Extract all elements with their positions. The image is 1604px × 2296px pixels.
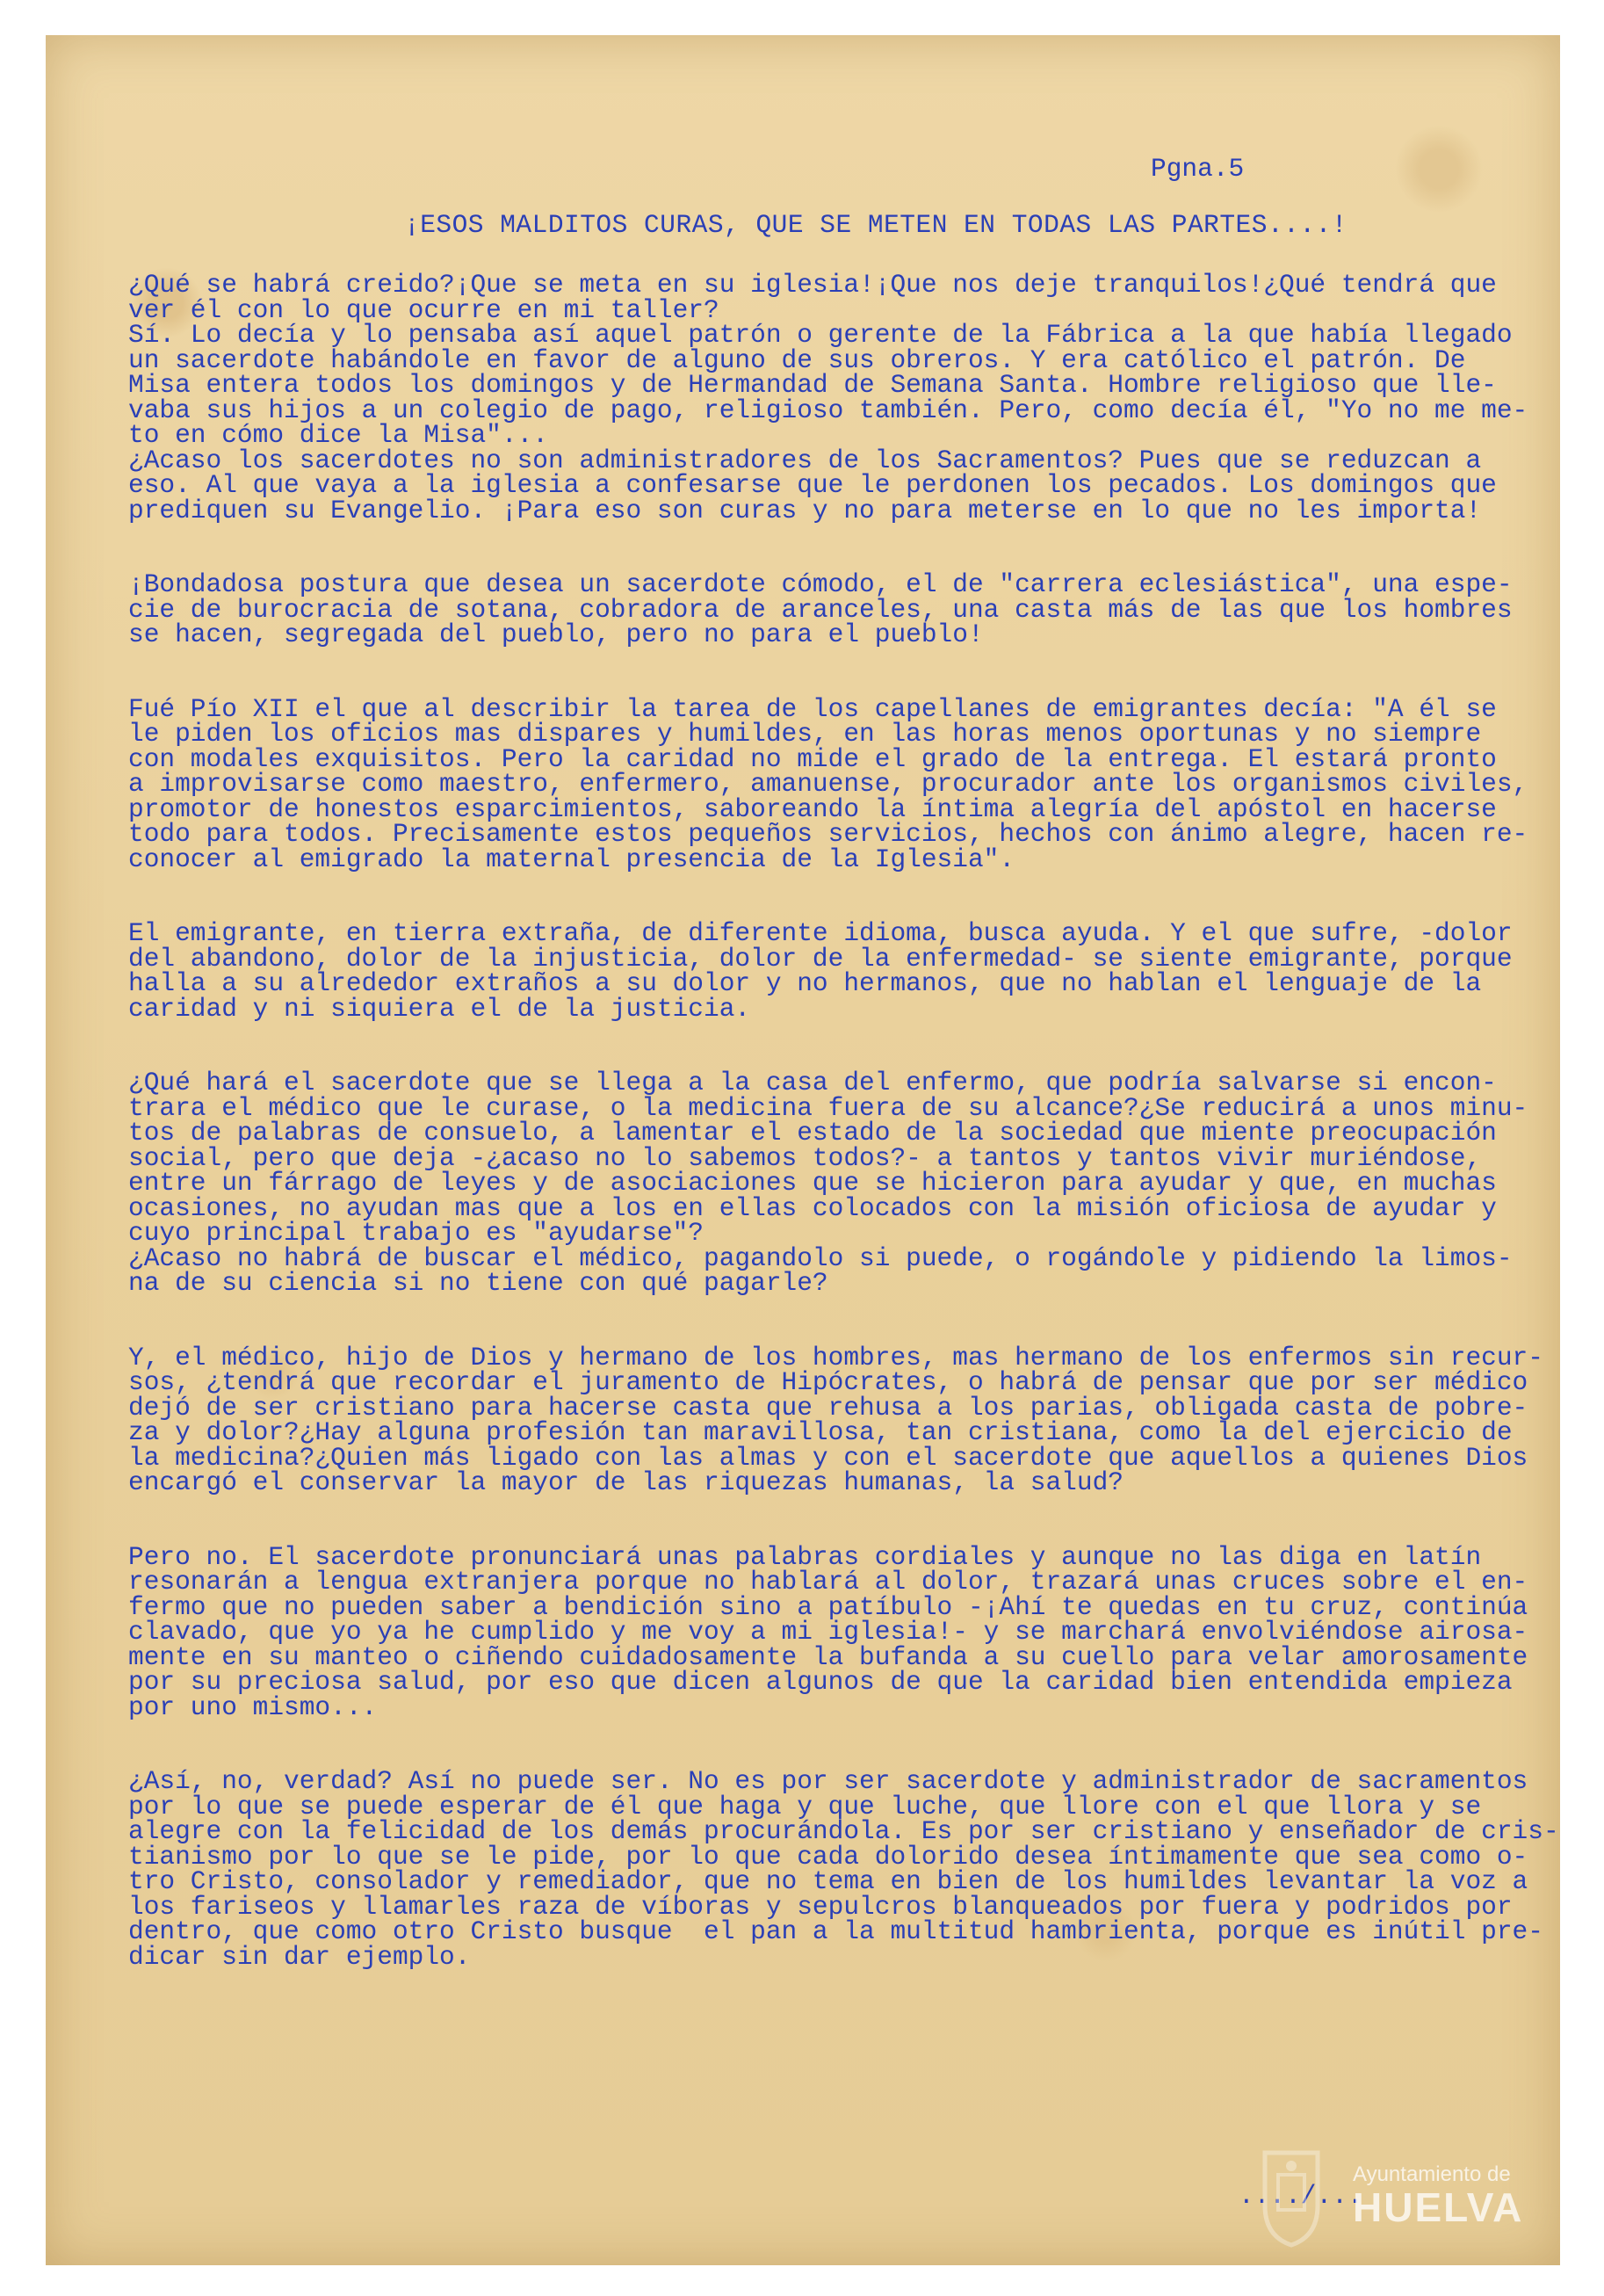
text-line: entre un fárrago de leyes y de asociaciones que se hicieron para ayudar y que, en muchas [128, 1168, 1497, 1198]
paragraph [128, 272, 1559, 523]
text-line: eso. Al que vaya a la iglesia a confesarse que le perdonen los pecados. Los domingos que [128, 470, 1497, 500]
text-line: por su preciosa salud, por eso que dicen algunos de que la caridad bien entendida empieza [128, 1667, 1513, 1697]
paragraph [128, 1541, 1559, 1722]
text-line: todo para todos. Precisamente estos pequeños servicios, hechos con ánimo alegre, hacen re- [128, 819, 1528, 849]
text-line: halla a su alrededor extraños a su dolor y no hermanos, que no hablan el lenguaje de la [128, 968, 1482, 998]
paragraph [128, 1766, 1559, 1972]
paragraph [128, 693, 1559, 874]
text-line: promotor de honestos esparcimientos, saboreando la íntima alegría del apóstol en hacerse [128, 793, 1497, 824]
text-line: por uno mismo... [128, 1691, 378, 1722]
text-line: los fariseos y llamarles raza de víboras y sepulcros blanqueados por fuera y podridos por [128, 1891, 1513, 1922]
text-line: ¿Así, no, verdad? Así no puede ser. No es por ser sacerdote y administrador de sacramentos [128, 1766, 1528, 1796]
text-line: Sí. Lo decía y lo pensaba así aquel patrón o gerente de la Fábrica a la que había llegado [128, 320, 1513, 350]
continuation-mark: ..../... [1239, 2181, 1363, 2211]
text-line: se hacen, segregada del pueblo, pero no para el pueblo! [128, 619, 984, 649]
text-line: tos de palabras de consuelo, a lamentar el estado de la sociedad que miente preocupación [128, 1118, 1497, 1148]
text-line: cie de burocracia de sotana, cobradora de aranceles, una casta más de las que los hombres [128, 594, 1513, 625]
text-line: ¿Acaso no habrá de buscar el médico, pagandolo si puede, o rogándole y pidiendo la limos- [128, 1242, 1513, 1273]
text-line: to en cómo dice la Misa"... [128, 420, 548, 450]
text-line: encargó el conservar la mayor de las riquezas humanas, la salud? [128, 1467, 1124, 1497]
watermark-line1: Ayuntamiento de [1353, 2162, 1511, 2186]
page-number: Pgna.5 [1151, 154, 1245, 184]
text-line: ¿Qué hará el sacerdote que se llega a la casa del enfermo, que podría salvarse si encon- [128, 1068, 1497, 1097]
text-line: za y dolor?¿Hay alguna profesión tan maravillosa, tan cristiana, como la del ejercicio de [128, 1417, 1513, 1447]
text-line: la medicina?¿Quien más ligado con las almas y con el sacerdote que aquellos a quienes Dios [128, 1442, 1528, 1473]
text-line: Pero no. El sacerdote pronunciará unas palabras cordiales y aunque no las diga en latín [128, 1541, 1482, 1572]
text-line: mente en su manteo o ciñendo cuidadosamente la bufanda a su cuello para velar amorosamente [128, 1641, 1528, 1672]
text-line: social, pero que deja -¿acaso no lo sabemos todos?- a tantos y tantos vivir muriéndose, [128, 1142, 1482, 1173]
text-line: ocasiones, no ayudan mas que a los en ellas colocados con la misión oficiosa de ayudar y [128, 1192, 1497, 1223]
text-line: dentro, que como otro Cristo busque el pan a la multitud hambrienta, porque es inútil pre- [128, 1916, 1543, 1946]
text-line: ¿Acaso los sacerdotes no son administradores de los Sacramentos? Pues que se reduzcan a [128, 445, 1482, 475]
text-line: le piden los oficios mas dispares y humildes, en las horas menos oportunas y no siempre [128, 719, 1482, 749]
text-line: a improvisarse como maestro, enfermero, amanuense, procurador ante los organismos civiles, [128, 769, 1528, 799]
city-seal-icon [1247, 2144, 1335, 2249]
text-line: resonarán a lengua extranjera porque no hablará al dolor, trazará unas cruces sobre el en- [128, 1567, 1528, 1597]
text-line: dicar sin dar ejemplo. [128, 1941, 471, 1972]
watermark-line2: HUELVA [1353, 2184, 1524, 2230]
text-line: por lo que se puede esperar de él que haga y que luche, que llore con el que llora y se [128, 1791, 1482, 1822]
text-line: Y, el médico, hijo de Dios y hermano de los hombres, mas hermano de los enfermos sin recur- [128, 1342, 1543, 1373]
text-line: del abandono, dolor de la injusticia, dolor de la enfermedad- se siente emigrante, porque [128, 943, 1513, 974]
text-line: conocer al emigrado la maternal presencia de la Iglesia". [128, 844, 1015, 874]
text-line: El emigrante, en tierra extraña, de diferente idioma, busca ayuda. Y el que sufre, -dolor [128, 918, 1513, 948]
text-line: ¡Bondadosa postura que desea un sacerdote cómodo, el de "carrera eclesiástica", una espe- [128, 569, 1513, 599]
text-line: cuyo principal trabajo es "ayudarse"? [128, 1218, 704, 1248]
text-line: Fué Pío XII el que al describir la tarea de los capellanes de emigrantes decía: "A él se [128, 693, 1497, 724]
text-line: tianismo por lo que se le pide, por lo que cada dolorido desea íntimamente que sea como o- [128, 1841, 1528, 1872]
text-line: tro Cristo, consolador y remediador, que no tema en bien de los humildes levantar la voz a [128, 1866, 1528, 1896]
text-line: vaba sus hijos a un colegio de pago, religioso también. Pero, como decía él, "Yo no me me- [128, 395, 1528, 425]
text-line: dejó de ser cristiano para hacerse casta que rehusa a los parias, obligada casta de pobre- [128, 1392, 1528, 1423]
paragraph [128, 1342, 1559, 1497]
paragraph [128, 1070, 1559, 1296]
paragraph [128, 918, 1559, 1024]
text-line: trara el médico que le curase, o la medicina fuera de su alcance?¿Se reducirá a unos minu- [128, 1092, 1528, 1123]
paragraph [128, 569, 1559, 649]
text-line: ¿Qué se habrá creido?¡Que se meta en su iglesia!¡Que nos deje tranquilos!¿Qué tendrá que [128, 270, 1497, 300]
archive-watermark [1353, 2163, 1523, 2228]
text-line: Misa entera todos los domingos y de Hermandad de Semana Santa. Hombre religioso que lle- [128, 370, 1497, 400]
body-text [128, 272, 1559, 2018]
text-line: alegre con la felicidad de los demás procurándola. Es por ser cristiano y enseñador de cris- [128, 1816, 1559, 1846]
text-line: caridad y ni siquiera el de la justicia. [128, 993, 751, 1024]
text-line: ver él con lo que ocurre en mi taller? [128, 294, 719, 325]
text-line: clavado, que yo ya he cumplido y me voy a mi iglesia!- y se marchará envolviéndose airosa- [128, 1617, 1528, 1647]
page-title: ¡ESOS MALDITOS CURAS, QUE SE METEN EN TODAS LAS PARTES....! [404, 210, 1348, 240]
text-line: un sacerdote habándole en favor de alguno de sus obreros. Y era católico el patrón. De [128, 344, 1466, 375]
text-line: na de su ciencia si no tiene con qué pagarle? [128, 1268, 828, 1298]
text-line: con modales exquisitos. Pero la caridad no mide el grado de la entrega. El estará pronto [128, 743, 1497, 774]
text-line: sos, ¿tendrá que recordar el juramento de Hipócrates, o habrá de pensar que por ser médico [128, 1367, 1528, 1397]
text-line: prediquen su Evangelio. ¡Para eso son curas y no para meterse en lo que no les importa! [128, 495, 1482, 525]
text-line: fermo que no pueden saber a bendición sino a patíbulo -¡Ahí te quedas en tu cruz, continúa [128, 1591, 1528, 1622]
